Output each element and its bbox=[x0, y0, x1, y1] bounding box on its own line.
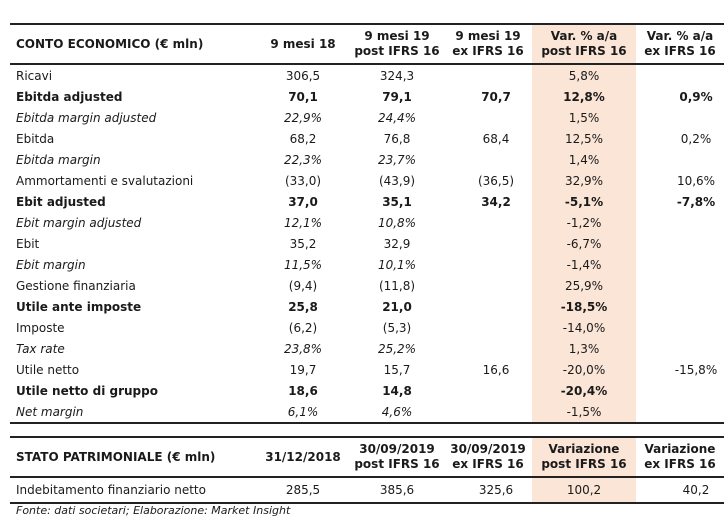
value-cell bbox=[444, 401, 532, 423]
header-cell: Var. % a/a ex IFRS 16 bbox=[636, 24, 724, 64]
value-cell: 325,6 bbox=[478, 483, 514, 497]
row-label: Utile ante imposte bbox=[16, 299, 142, 314]
value-cell: 35,1 bbox=[382, 194, 412, 209]
value-cell: 25,2% bbox=[377, 341, 417, 356]
value-cell bbox=[636, 64, 724, 86]
value-cell: -6,7% bbox=[532, 233, 636, 254]
value-cell bbox=[636, 233, 724, 254]
row-label: Utile netto di gruppo bbox=[16, 383, 158, 398]
header-cell: Variazione post IFRS 16 bbox=[532, 437, 636, 477]
table-row bbox=[10, 359, 724, 380]
value-cell: (33,0) bbox=[284, 173, 322, 188]
value-cell: 70,1 bbox=[288, 89, 318, 104]
value-cell bbox=[636, 296, 724, 317]
value-cell: 12,5% bbox=[532, 128, 636, 149]
value-cell bbox=[444, 275, 532, 296]
value-cell: 23,8% bbox=[283, 341, 323, 356]
value-cell bbox=[636, 401, 724, 423]
value-cell: 16,6 bbox=[482, 362, 510, 377]
value-cell: 25,9% bbox=[532, 275, 636, 296]
row-label: Ebit adjusted bbox=[16, 194, 106, 209]
value-cell: (11,8) bbox=[378, 278, 416, 293]
table-row bbox=[10, 86, 724, 107]
value-cell: 10,8% bbox=[377, 215, 417, 230]
row-label: Utile netto bbox=[16, 362, 80, 377]
table-row bbox=[10, 380, 724, 401]
value-cell: 32,9 bbox=[383, 236, 411, 251]
header-cell: Variazione ex IFRS 16 bbox=[636, 437, 724, 477]
value-cell bbox=[636, 149, 724, 170]
income-statement-table bbox=[10, 23, 724, 424]
value-cell: 14,8 bbox=[382, 383, 412, 398]
row-label: Ebitda margin adjusted bbox=[16, 110, 157, 125]
value-cell: 70,7 bbox=[481, 89, 511, 104]
table-row bbox=[10, 64, 724, 86]
value-cell: 100,2 bbox=[532, 477, 636, 503]
table-row bbox=[10, 338, 724, 359]
value-cell bbox=[636, 254, 724, 275]
header-cell: 9 mesi 19 ex IFRS 16 bbox=[444, 24, 532, 64]
value-cell: -1,4% bbox=[532, 254, 636, 275]
header-cell: 31/12/2018 bbox=[256, 437, 350, 477]
table-row bbox=[10, 212, 724, 233]
value-cell: (6,2) bbox=[288, 320, 318, 335]
header-cell: Var. % a/a post IFRS 16 bbox=[532, 24, 636, 64]
value-cell: 11,5% bbox=[283, 257, 323, 272]
row-label: Ebitda bbox=[16, 131, 55, 146]
value-cell: 10,6% bbox=[676, 173, 716, 188]
value-cell: (5,3) bbox=[382, 320, 412, 335]
row-label: Ricavi bbox=[16, 68, 53, 83]
value-cell bbox=[444, 380, 532, 401]
value-cell: -18,5% bbox=[532, 296, 636, 317]
value-cell: -5,1% bbox=[532, 191, 636, 212]
value-cell: 1,4% bbox=[532, 149, 636, 170]
row-label: Ebitda adjusted bbox=[16, 89, 123, 104]
row-label: Net margin bbox=[16, 404, 84, 419]
value-cell: -20,4% bbox=[532, 380, 636, 401]
value-cell: 15,7 bbox=[383, 362, 411, 377]
value-cell bbox=[444, 64, 532, 86]
header-cell: 9 mesi 18 bbox=[256, 24, 350, 64]
value-cell bbox=[636, 275, 724, 296]
table-row bbox=[10, 149, 724, 170]
value-cell: 22,3% bbox=[283, 152, 323, 167]
value-cell: 324,3 bbox=[379, 68, 415, 83]
value-cell: 40,2 bbox=[682, 483, 710, 497]
value-cell bbox=[636, 212, 724, 233]
value-cell: 385,6 bbox=[379, 483, 415, 497]
row-label: Ebit bbox=[16, 236, 40, 251]
table-row bbox=[10, 170, 724, 191]
row-label: Ebit margin adjusted bbox=[16, 215, 142, 230]
header-cell: CONTO ECONOMICO (€ mln) bbox=[10, 24, 256, 64]
value-cell bbox=[636, 380, 724, 401]
value-cell: 25,8 bbox=[288, 299, 318, 314]
table-row bbox=[10, 317, 724, 338]
income-statement-header bbox=[10, 24, 724, 64]
value-cell: 24,4% bbox=[377, 110, 417, 125]
value-cell: 23,7% bbox=[377, 152, 417, 167]
value-cell: 68,2 bbox=[289, 131, 317, 146]
row-label: Ammortamenti e svalutazioni bbox=[16, 173, 194, 188]
balance-sheet-table bbox=[10, 436, 724, 504]
table-row bbox=[10, 254, 724, 275]
value-cell bbox=[444, 338, 532, 359]
value-cell bbox=[444, 149, 532, 170]
value-cell: -20,0% bbox=[532, 359, 636, 380]
row-label: Ebitda margin bbox=[16, 152, 101, 167]
value-cell: 76,8 bbox=[383, 131, 411, 146]
value-cell: 0,9% bbox=[679, 89, 713, 104]
value-cell: (36,5) bbox=[477, 173, 515, 188]
value-cell: 306,5 bbox=[285, 68, 321, 83]
value-cell: 0,2% bbox=[680, 131, 712, 146]
value-cell: 21,0 bbox=[382, 299, 412, 314]
value-cell bbox=[636, 107, 724, 128]
value-cell: 1,3% bbox=[532, 338, 636, 359]
value-cell: 5,8% bbox=[532, 64, 636, 86]
table-row bbox=[10, 191, 724, 212]
row-label: Imposte bbox=[16, 320, 65, 335]
value-cell bbox=[444, 317, 532, 338]
table-row bbox=[10, 107, 724, 128]
balance-sheet-header bbox=[10, 437, 724, 477]
value-cell bbox=[444, 296, 532, 317]
header-cell: STATO PATRIMONIALE (€ mln) bbox=[10, 437, 256, 477]
value-cell: 37,0 bbox=[288, 194, 318, 209]
value-cell bbox=[444, 212, 532, 233]
value-cell: 19,7 bbox=[289, 362, 317, 377]
value-cell bbox=[444, 107, 532, 128]
value-cell: 10,1% bbox=[377, 257, 417, 272]
row-label: Ebit margin bbox=[16, 257, 86, 272]
value-cell: 79,1 bbox=[382, 89, 412, 104]
header-cell: 9 mesi 19 post IFRS 16 bbox=[350, 24, 444, 64]
value-cell: 68,4 bbox=[482, 131, 510, 146]
table-row bbox=[10, 477, 724, 503]
table-row bbox=[10, 401, 724, 423]
row-label: Gestione finanziaria bbox=[16, 278, 136, 293]
value-cell bbox=[636, 338, 724, 359]
value-cell: 32,9% bbox=[532, 170, 636, 191]
source-note: Fonte: dati societari; Elaborazione: Market Insight bbox=[16, 504, 291, 517]
value-cell: 6,1% bbox=[287, 404, 319, 419]
value-cell bbox=[444, 254, 532, 275]
value-cell bbox=[444, 233, 532, 254]
value-cell: (9,4) bbox=[288, 278, 318, 293]
table-row bbox=[10, 275, 724, 296]
table-row bbox=[10, 128, 724, 149]
value-cell: -14,0% bbox=[532, 317, 636, 338]
value-cell: 285,5 bbox=[285, 483, 321, 497]
row-label: Indebitamento finanziario netto bbox=[16, 483, 206, 497]
value-cell: 12,1% bbox=[283, 215, 323, 230]
value-cell: 34,2 bbox=[481, 194, 511, 209]
value-cell: -1,2% bbox=[532, 212, 636, 233]
value-cell: 35,2 bbox=[289, 236, 317, 251]
row-label: Tax rate bbox=[16, 341, 65, 356]
value-cell: -1,5% bbox=[532, 401, 636, 423]
header-cell: 30/09/2019 ex IFRS 16 bbox=[444, 437, 532, 477]
value-cell: 22,9% bbox=[283, 110, 323, 125]
table-row bbox=[10, 233, 724, 254]
value-cell: (43,9) bbox=[378, 173, 416, 188]
value-cell: 12,8% bbox=[532, 86, 636, 107]
value-cell: 4,6% bbox=[381, 404, 413, 419]
value-cell: 18,6 bbox=[288, 383, 318, 398]
value-cell bbox=[636, 317, 724, 338]
value-cell: 1,5% bbox=[532, 107, 636, 128]
header-cell: 30/09/2019 post IFRS 16 bbox=[350, 437, 444, 477]
value-cell: -7,8% bbox=[676, 194, 716, 209]
value-cell: -15,8% bbox=[674, 362, 718, 377]
table-row bbox=[10, 296, 724, 317]
